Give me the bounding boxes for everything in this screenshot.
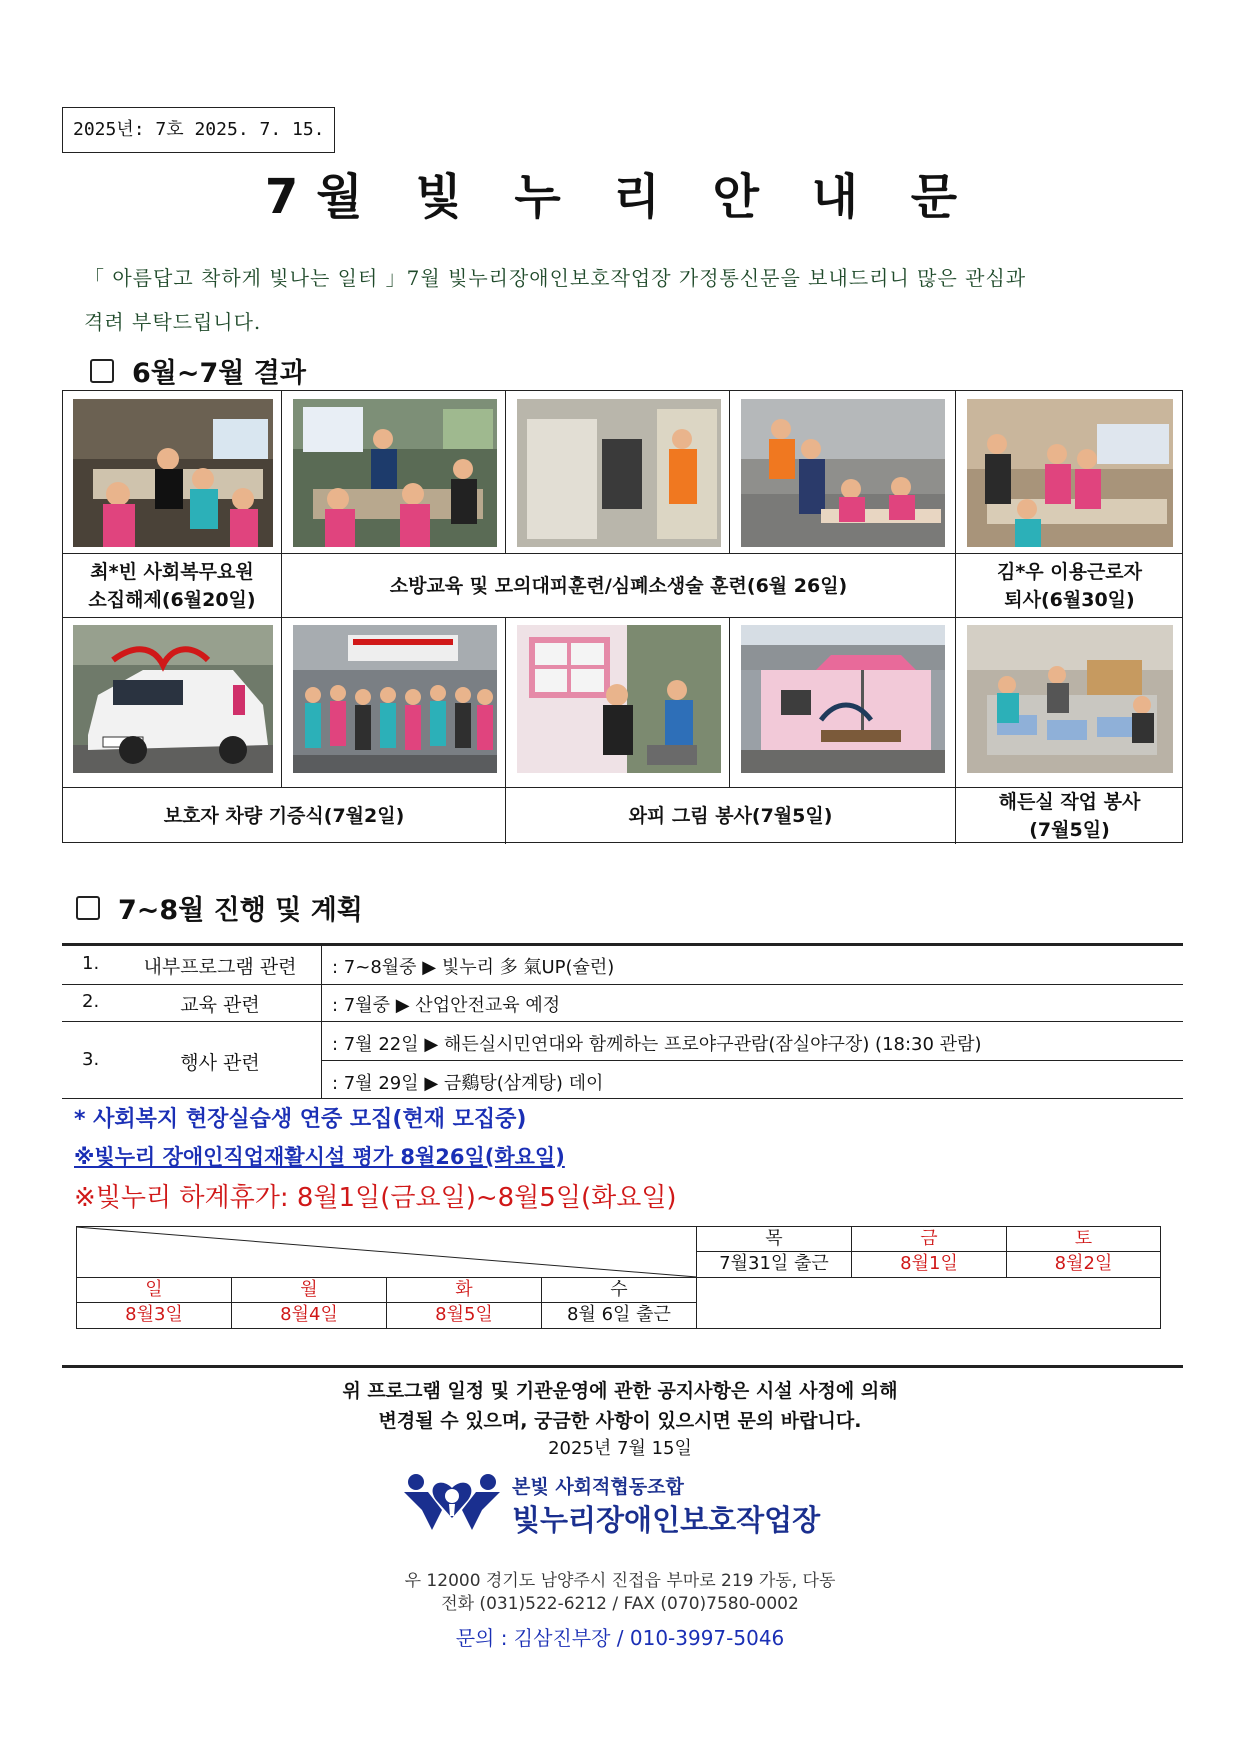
photo-fire-training-1: [293, 399, 497, 547]
org-subtitle: 본빛 사회적협동조합: [512, 1476, 684, 1498]
cal-day-wed: 수: [541, 1277, 697, 1303]
plan-row-2-num: 2.: [82, 991, 100, 1012]
contact-info: 문의 : 김삼진부장 / 010-3997-5046: [455, 1626, 785, 1650]
plan-row-2-category: 교육 관련: [180, 994, 260, 1016]
cal-day-mon: 월: [231, 1277, 387, 1303]
plan-row-3-category: 행사 관련: [180, 1052, 260, 1074]
photo-vehicle-donation-car: [73, 625, 273, 773]
caption-mural-volunteer: 와피 그림 봉사(7월5일): [628, 805, 833, 827]
cal-date-tue: 8월5일: [386, 1302, 542, 1329]
notice-evaluation: ※빛누리 장애인직업재활시설 평가 8월26일(화요일): [74, 1145, 565, 1169]
checkbox-icon: [76, 896, 100, 920]
photo-fire-training-2: [517, 399, 721, 547]
notice-intern-recruit: * 사회복지 현장실습생 연중 모집(현재 모집중): [74, 1107, 527, 1132]
org-name: 빛누리장애인보호작업장: [512, 1503, 821, 1537]
caption-fire-training: 소방교육 및 모의대피훈련/심폐소생술 훈련(6월 26일): [389, 574, 848, 597]
cal-date-sat: 8월2일: [1006, 1251, 1161, 1278]
photo-vehicle-donation-group: [293, 625, 497, 773]
cal-day-tue: 화: [386, 1277, 542, 1303]
plan-row-1-text: : 7~8월중 ▶ 빛누리 多 氣UP(슐런): [332, 957, 615, 978]
issue-label: 2025년: 7호 2025. 7. 15.: [62, 107, 335, 153]
org-phone-fax: 전화 (031)522-6212 / FAX (070)7580-0002: [441, 1594, 799, 1614]
photo-mural-volunteer-1: [517, 625, 721, 773]
caption-farewell-service: 최*빈 사회복무요원 소집해제(6월20일): [88, 560, 256, 611]
plan-row-1-category: 내부프로그램 관련: [143, 956, 297, 978]
cal-day-thu: 목: [696, 1226, 852, 1252]
footer-notice-line-1: 위 프로그램 일정 및 기관운영에 관한 공지사항은 시설 사정에 의해: [342, 1380, 898, 1402]
checkbox-icon: [90, 359, 114, 383]
cal-empty-cell: [696, 1277, 1161, 1329]
caption-vehicle-donation: 보호자 차량 기증식(7월2일): [163, 805, 405, 827]
intro-line-1: 「 아름답고 착하게 빛나는 일터 」7월 빛누리장애인보호작업장 가정통신문을 보내드리니 많은 관심과: [84, 266, 1027, 290]
plan-row-1-num: 1.: [82, 953, 100, 974]
photo-farewell-worker: [967, 399, 1173, 547]
caption-packaging-volunteer: 해든실 작업 봉사 (7월5일): [998, 791, 1141, 841]
footer-notice-line-2: 변경될 수 있으며, 궁금한 사항이 있으시면 문의 바랍니다.: [378, 1410, 862, 1432]
intro-line-2: 격려 부탁드립니다.: [84, 310, 262, 334]
footer-date: 2025년 7월 15일: [548, 1438, 692, 1459]
photo-packaging-volunteer: [967, 625, 1173, 773]
diagonal-line: [76, 1226, 697, 1278]
plan-row-3-text: : 7월 22일 ▶ 해든실시민연대와 함께하는 프로야구관람(잠실야구장) (18:30 관람): [332, 1034, 982, 1055]
section-plans-title: 7~8월 진행 및 계획: [118, 895, 363, 926]
org-address: 우 12000 경기도 남양주시 진접읍 부마로 219 가동, 다동: [404, 1571, 836, 1591]
cal-date-mon: 8월4일: [231, 1302, 387, 1329]
footer-divider: [62, 1365, 1183, 1368]
cal-date-sun: 8월3일: [76, 1302, 232, 1329]
cal-date-fri: 8월1일: [851, 1251, 1007, 1278]
plan-row-4-text: : 7월 29일 ▶ 금鷄탕(삼계탕) 데이: [332, 1073, 604, 1094]
cal-day-sun: 일: [76, 1277, 232, 1303]
plan-row-2-text: : 7월중 ▶ 산업안전교육 예정: [332, 995, 561, 1016]
photo-cpr-training: [741, 399, 945, 547]
cal-day-sat: 토: [1006, 1226, 1161, 1252]
cal-date-thu: 7월31일 출근: [696, 1251, 852, 1278]
org-logo-icon: [402, 1470, 502, 1536]
cal-date-wed: 8월 6일 출근: [541, 1302, 697, 1329]
page-title: 7월 빛 누 리 안 내 문: [264, 169, 976, 225]
cal-day-fri: 금: [851, 1226, 1007, 1252]
section-results-title: 6월~7월 결과: [132, 358, 306, 389]
photo-mural-volunteer-2: [741, 625, 945, 773]
notice-summer-vacation: ※빛누리 하계휴가: 8월1일(금요일)~8월5일(화요일): [74, 1183, 677, 1213]
plan-row-3-num: 3.: [82, 1049, 100, 1070]
footer-notice: [0, 1376, 1240, 1436]
section-plans-heading: [76, 888, 363, 927]
vacation-calendar: [76, 1226, 1161, 1329]
section-results-heading: [90, 351, 306, 390]
photo-farewell-service: [73, 399, 273, 547]
photo-grid: [62, 390, 1183, 843]
intro-text: [84, 256, 1194, 344]
caption-farewell-worker: 김*우 이용근로자 퇴사(6월30일): [996, 560, 1143, 611]
